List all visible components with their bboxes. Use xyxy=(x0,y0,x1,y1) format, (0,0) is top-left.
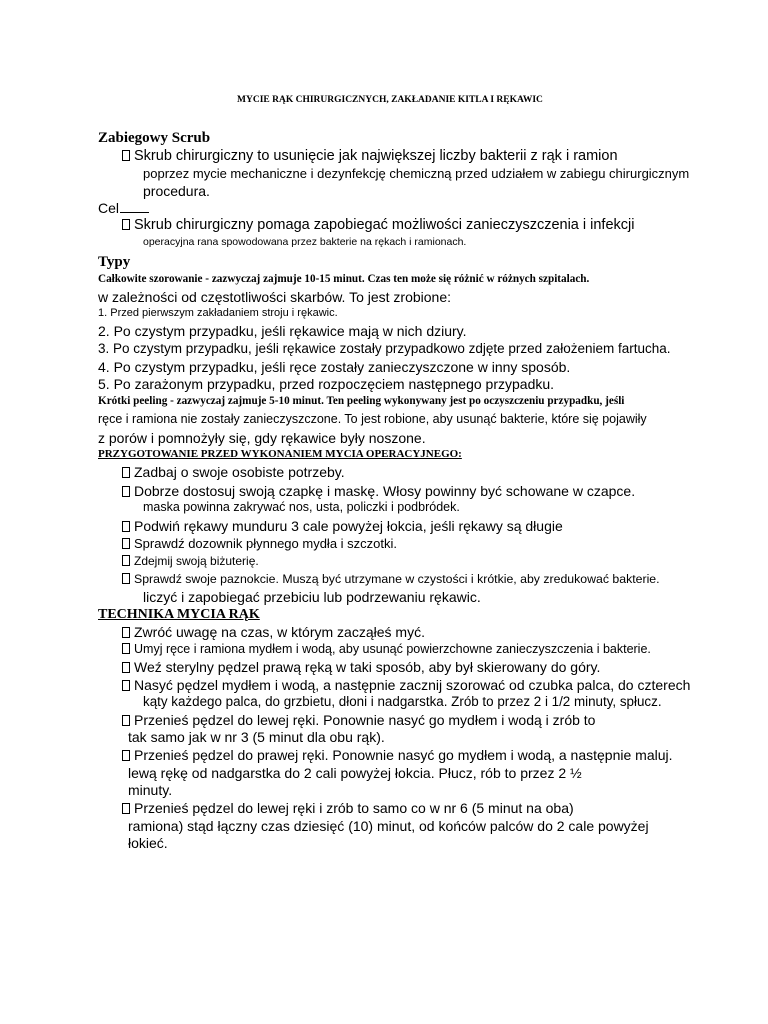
numbered-item: 1. Przed pierwszym zakładaniem stroju i rękawic. xyxy=(98,307,338,319)
list-item: Skrub chirurgiczny to usunięcie jak największej liczby bakterii z rąk i ramion xyxy=(122,149,618,165)
checkbox-icon xyxy=(122,467,130,478)
list-item-continuation: maska powinna zakrywać nos, usta, policzki i podbródek. xyxy=(143,500,460,514)
list-item-continuation: operacyjna rana spowodowana przez bakterie na rękach i ramionach. xyxy=(143,236,467,248)
list-item-continuation: ramiona) stąd łączny czas dziesięć (10) minut, od końców palców do 2 cale powyżej xyxy=(128,818,649,834)
list-item: Sprawdź dozownik płynnego mydła i szczotki. xyxy=(122,537,397,551)
list-item: Dobrze dostosuj swoją czapkę i maskę. Włosy powinny być schowane w czapce. xyxy=(122,484,635,499)
paragraph-bold: Krótki peeling - zazwyczaj zajmuje 5-10 minut. Ten peeling wykonywany jest po oczyszczeniu przypadku, jeśli xyxy=(98,395,625,407)
checkbox-icon xyxy=(122,555,130,566)
paragraph-line: ręce i ramiona nie zostały zanieczyszczone. To jest robione, aby usunąć bakterie, które się pojawiły xyxy=(98,412,647,426)
list-item: Przenieś pędzel do prawej ręki. Ponownie nasyć go mydłem i wodą, a następnie maluj. xyxy=(122,748,673,763)
list-item: Weź sterylny pędzel prawą ręką w taki sposób, aby był skierowany do góry. xyxy=(122,660,600,675)
checkbox-icon xyxy=(122,680,130,691)
section-heading-technique: TECHNIKA MYCIA RĄK xyxy=(98,607,260,622)
paragraph-line: w zależności od częstotliwości skarbów. To jest zrobione: xyxy=(98,289,452,305)
document-title: MYCIE RĄK CHIRURGICZNYCH, ZAKŁADANIE KITLA I RĘKAWIC xyxy=(237,95,543,105)
checkbox-icon xyxy=(122,750,130,761)
numbered-item: 3. Po czystym przypadku, jeśli rękawice zostały przypadkowo zdjęte przed założeniem fartucha. xyxy=(98,341,671,356)
checkbox-icon xyxy=(122,521,130,532)
list-item-continuation: łokieć. xyxy=(128,835,168,851)
paragraph-line: z porów i pomnożyły się, gdy rękawice były noszone. xyxy=(98,430,426,446)
section-heading-typy: Typy xyxy=(98,254,131,270)
checkbox-icon xyxy=(122,627,130,638)
list-item: Skrub chirurgiczny pomaga zapobiegać możliwości zanieczyszczenia i infekcji xyxy=(122,218,634,234)
list-item-continuation: poprzez mycie mechaniczne i dezynfekcję chemiczną przed udziałem w zabiegu chirurgicznym xyxy=(143,166,690,181)
list-item: Umyj ręce i ramiona mydłem i wodą, aby usunąć powierzchowne zanieczyszczenia i bakterie. xyxy=(122,643,651,657)
checkbox-icon xyxy=(122,150,130,161)
list-item: Przenieś pędzel do lewej ręki. Ponownie nasyć go mydłem i wodą i zrób to xyxy=(122,713,595,728)
checkbox-icon xyxy=(122,715,130,726)
list-item: Zdejmij swoją biżuterię. xyxy=(122,555,259,568)
checkbox-icon xyxy=(122,643,130,654)
list-item-continuation: lewą rękę od nadgarstka do 2 cali powyżej łokcia. Płucz, rób to przez 2 ½ xyxy=(128,765,582,781)
checkbox-icon xyxy=(122,486,130,497)
list-item: Przenieś pędzel do lewej ręki i zrób to samo co w nr 6 (5 minut na oba) xyxy=(122,801,574,816)
section-heading-prep: PRZYGOTOWANIE PRZED WYKONANIEM MYCIA OPERACYJNEGO: xyxy=(98,448,462,460)
list-item: Sprawdź swoje paznokcie. Muszą być utrzymane w czystości i krótkie, aby zredukować bakterie. xyxy=(122,573,660,587)
numbered-item: 2. Po czystym przypadku, jeśli rękawice mają w nich dziury. xyxy=(98,323,467,339)
list-item: Nasyć pędzel mydłem i wodą, a następnie zacznij szorować od czubka palca, do czterech xyxy=(122,678,690,693)
list-item-continuation: minuty. xyxy=(128,782,173,798)
checkbox-icon xyxy=(122,219,130,230)
checkbox-icon xyxy=(122,573,130,584)
numbered-item: 5. Po zarażonym przypadku, przed rozpoczęciem następnego przypadku. xyxy=(98,376,555,392)
list-item-continuation: kąty każdego palca, do grzbietu, dłoni i nadgarstka. Zrób to przez 2 i 1/2 minuty, spłucz. xyxy=(143,694,662,709)
paragraph-bold: Całkowite szorowanie - zazwyczaj zajmuje 10-15 minut. Czas ten może się różnić w różnych szpitalach. xyxy=(98,273,590,285)
checkbox-icon xyxy=(122,803,130,814)
list-item: Podwiń rękawy munduru 3 cale powyżej łokcia, jeśli rękawy są długie xyxy=(122,519,563,534)
numbered-item: 4. Po czystym przypadku, jeśli ręce zostały zanieczyszczone w inny sposób. xyxy=(98,359,571,375)
cel-label: Cel xyxy=(98,201,149,216)
underline-rule xyxy=(120,211,149,213)
section-heading-scrub: Zabiegowy Scrub xyxy=(98,130,211,146)
list-item: Zwróć uwagę na czas, w którym zacząłeś myć. xyxy=(122,625,425,640)
checkbox-icon xyxy=(122,538,130,549)
list-item-continuation: liczyć i zapobiegać przebiciu lub podrzewaniu rękawic. xyxy=(143,589,481,605)
list-item-continuation: procedura. xyxy=(143,183,210,199)
list-item: Zadbaj o swoje osobiste potrzeby. xyxy=(122,465,345,480)
checkbox-icon xyxy=(122,662,130,673)
list-item-continuation: tak samo jak w nr 3 (5 minut dla obu rąk). xyxy=(128,729,385,745)
